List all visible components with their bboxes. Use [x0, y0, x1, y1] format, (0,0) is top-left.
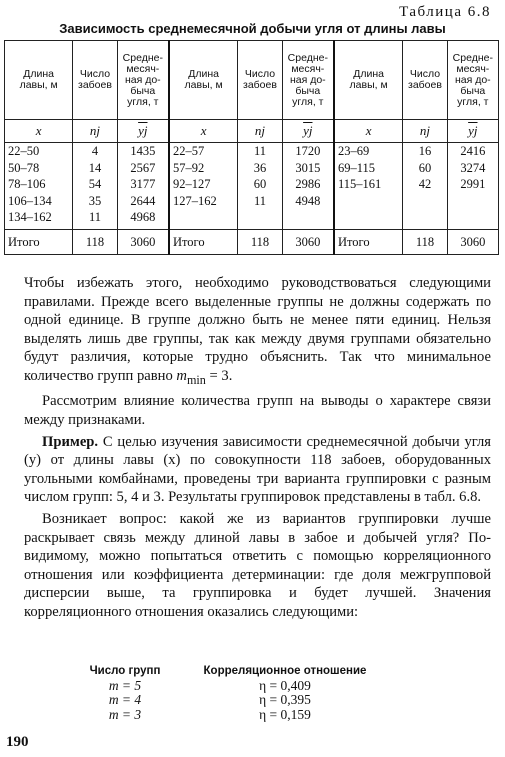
formula-end: = 3.	[205, 367, 233, 384]
results-col-ratio: Корреляционное отношение	[203, 665, 367, 677]
formula-m: m	[176, 367, 187, 384]
paragraph-rules-text: Чтобы избежать этого, необходимо руководствоваться следующими правилами. Прежде всего выделенные группы не должны содержать по одной единице. В группе должно быть не менее пяти единиц. Нельзя выделять лишь две группы, так как между двумя группами обязательно будут различия, которые трудно объяснить. Так что минимальное количество групп равно	[24, 275, 491, 384]
symbol-y: $\overline{yj}$	[117, 120, 169, 143]
table-number: Таблица 6.8	[399, 4, 491, 20]
group3-yields: 2416 3274 2991	[447, 143, 498, 230]
symbol-n: nj	[238, 120, 282, 143]
symbol-y: $\overline{yj}$	[447, 120, 498, 143]
group2-total-n: 118	[238, 230, 282, 255]
group3-total-n: 118	[403, 230, 447, 255]
group1-counts: 4 14 54 35 11	[73, 143, 117, 230]
results-list	[70, 664, 390, 722]
group1-total-n: 118	[73, 230, 117, 255]
paragraph-example	[24, 433, 491, 507]
header-count-3: Число забоев	[403, 41, 447, 120]
results-row	[70, 693, 390, 708]
symbol-x: x	[169, 120, 238, 143]
example-text: С целью изучения зависимости среднемесячной добычи угля (y) от длины лавы (x) по совокупности 118 забоев, оборудованных угольными комбайнами, проведены три варианта группировки с разным числом групп: 5, 4 и 3. Результаты группировок представлены в табл. 6.8.	[24, 433, 491, 506]
results-m: m = 3	[108, 706, 142, 722]
header-yield-2: Средне- месяч- ная до- быча угля, т	[282, 41, 334, 120]
results-m: m = 5	[108, 677, 142, 693]
group3-total-y: 3060	[447, 230, 498, 255]
paragraph-consider: Рассмотрим влияние количества групп на выводы о характере связи между признаками.	[24, 393, 491, 429]
header-count-1: Число забоев	[73, 41, 117, 120]
example-label: Пример.	[42, 433, 99, 450]
symbol-x: x	[5, 120, 73, 143]
paragraph-question: Возникает вопрос: какой же из вариантов группировки лучше раскрывает связь между длиной лавы в забое и добычей угля? По-видимому, можно попытаться ответить с помощью корреляционного отношения или коэффициента детерминации: где доля межгрупповой дисперсии выше, та группировка и будет лучшей. Значения корреляционного отношения оказались следующими:	[24, 511, 491, 620]
group2-counts: 11 36 60 11	[238, 143, 282, 230]
header-length-1: Длина лавы, м	[5, 41, 73, 120]
header-length-2: Длина лавы, м	[169, 41, 238, 120]
symbol-n: nj	[403, 120, 447, 143]
results-eta: η = 0,409	[259, 677, 311, 693]
group1-lengths: 22–50 50–78 78–106 106–134 134–162	[5, 143, 73, 230]
group3-lengths: 23–69 69–115 115–161	[334, 143, 403, 230]
group2-lengths: 22–57 57–92 92–127 127–162	[169, 143, 238, 230]
group3-total-label: Итого	[334, 230, 403, 255]
results-m: m = 4	[108, 692, 142, 707]
table-total-row	[5, 230, 499, 255]
group1-total-label: Итого	[5, 230, 73, 255]
group1-yields: 1435 2567 3177 2644 4968	[117, 143, 169, 230]
header-count-2: Число забоев	[238, 41, 282, 120]
results-col-groups: Число групп	[89, 665, 161, 677]
page-number: 190	[6, 734, 29, 750]
group2-total-y: 3060	[282, 230, 334, 255]
body-text	[24, 274, 491, 625]
symbol-y: $\overline{yj}$	[282, 120, 334, 143]
results-row	[70, 708, 390, 723]
symbol-x: x	[334, 120, 403, 143]
group1-total-y: 3060	[117, 230, 169, 255]
header-length-3: Длина лавы, м	[334, 41, 403, 120]
results-eta: η = 0,159	[259, 706, 311, 722]
header-yield-3: Средне- месяч- ная до- быча угля, т	[447, 41, 498, 120]
table-title: Зависимость среднемесячной добычи угля от длины лавы	[59, 21, 446, 36]
group2-total-label: Итого	[169, 230, 238, 255]
results-eta: η = 0,395	[259, 692, 311, 707]
paragraph-rules	[24, 274, 491, 389]
symbol-n: nj	[73, 120, 117, 143]
group2-yields: 1720 3015 2986 4948	[282, 143, 334, 230]
results-row	[70, 679, 390, 694]
data-table	[4, 40, 499, 255]
group3-counts: 16 60 42	[403, 143, 447, 230]
table-header-row	[5, 41, 499, 120]
table-symbol-row	[5, 120, 499, 143]
formula-sub: min	[186, 372, 206, 387]
header-yield-1: Средне- месяч- ная до- быча угля, т	[117, 41, 169, 120]
table-data-row	[5, 143, 499, 230]
results-header	[70, 664, 390, 679]
